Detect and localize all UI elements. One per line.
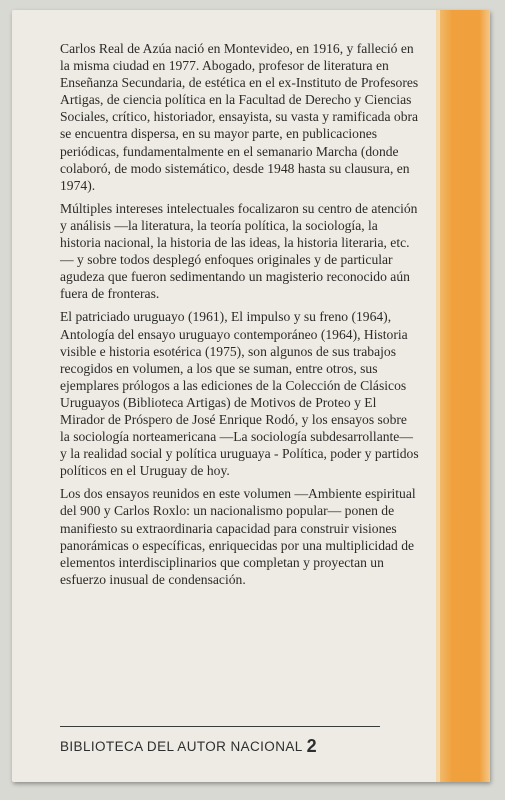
series-footer xyxy=(60,726,380,756)
paragraph-works: El patriciado uruguayo (1961), El impulso y su freno (1964), Antología del ensayo uruguayo contemporáneo (1964), Historia visible e historia esotérica (1975), son algunos de sus trabajos recogidos en volumen, a los que se suman, entre otros, sus ejemplares prólogos a las ediciones de la Colección de Clásicos Uruguayos (Biblioteca Artigas) de Motivos de Proteo y El Mirador de Próspero de José Enrique Rodó, y los ensayos sobre la sociología norteamericana —La sociología subdesarrollante— y la realidad social y política uruguaya - Política, poder y partidos políticos en el Uruguay de hoy. xyxy=(60,309,419,479)
paragraph-interests: Múltiples intereses intelectuales focalizaron su centro de atención y análisis —la literatura, la teoría política, la sociología, la historia nacional, la historia de las ideas, la historia literaria, etc.— y sobre todos desplegó enfoques originales y de particular agudeza que fueron sedimentando un magisterio reconocido aún fuera de fronteras. xyxy=(60,200,418,302)
series-number: 2 xyxy=(306,736,318,756)
orange-spine-stripe xyxy=(436,10,490,782)
paragraph-volume: Los dos ensayos reunidos en este volumen —Ambiente espiritual del 900 y Carlos Roxlo: un nacionalismo popular— ponen de manifiesto su extraordinaria capacidad para construir visiones panorámicas o específicas, enriquecidas por una multiplicidad de elementos interdisciplinarios que completan y proyectan un esfuerzo inusual de condensación. xyxy=(60,486,416,587)
series-name: BIBLIOTECA DEL AUTOR NACIONAL xyxy=(60,739,303,754)
blurb-text xyxy=(60,40,420,594)
stripe-edge xyxy=(436,10,440,782)
paragraph-biography: Carlos Real de Azúa nació en Montevideo, en 1916, y falleció en la misma ciudad en 1977. Abogado, profesor de literatura en Enseñanza Secundaria, de estética en el ex-Instituto de Profesores Artigas, de ciencia política en la Facultad de Derecho y Ciencias Sociales, crítico, historiador, ensayista, su vasta y ramificada obra se encuentra dispersa, en su mayor parte, en publicaciones periódicas, fundamentalmente en el semanario Marcha (donde colaboró, de modo sistemático, desde 1948 hasta su clausura, en 1974). xyxy=(60,41,419,193)
